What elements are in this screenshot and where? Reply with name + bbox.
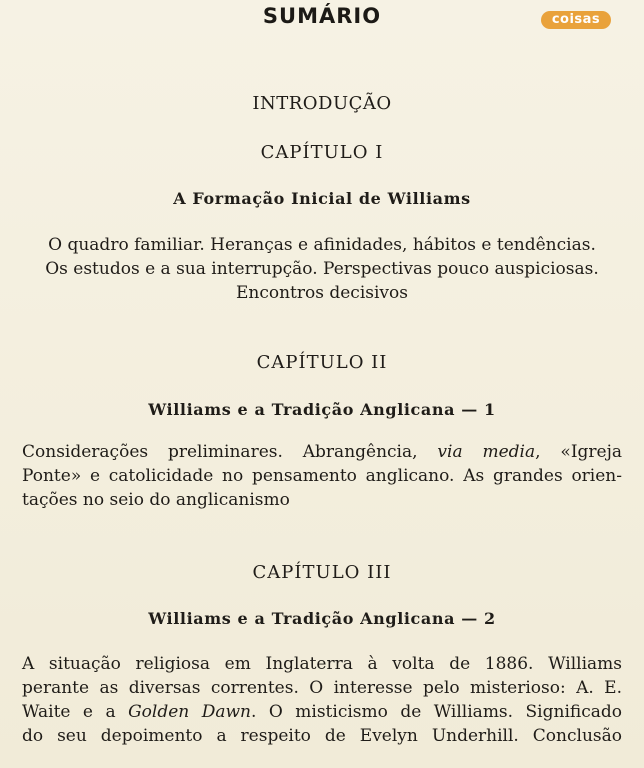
introduction-heading: INTRODUÇÃO — [252, 93, 392, 114]
chapter-2-summary — [22, 440, 622, 512]
chapter-1-summary-line: Encontros decisivos — [235, 283, 408, 303]
chapter-1-summary-line: Os estudos e a sua interrupção. Perspectivas pouco auspiciosas. — [45, 259, 599, 279]
page-title: SUMÁRIO — [262, 4, 382, 28]
chapter-3-summary-line: do seu depoimento a respeito de Evelyn Underhill. Conclusão — [22, 726, 622, 746]
chapter-1-title: A Formação Inicial de Williams — [173, 189, 471, 208]
chapter-2-summary-line: tações no seio do anglicanismo — [22, 490, 290, 510]
summary-italic-text: Golden Dawn — [128, 702, 251, 722]
watermark-badge: coisas — [541, 11, 611, 29]
chapter-1-summary — [22, 233, 622, 305]
chapter-1-heading: CAPÍTULO I — [260, 142, 384, 163]
chapter-3-heading: CAPÍTULO III — [252, 562, 392, 583]
chapter-2-heading: CAPÍTULO II — [256, 352, 388, 373]
chapter-1-summary-line: O quadro familiar. Heranças e afinidades, hábitos e tendências. — [48, 235, 596, 255]
summary-text: Waite e a — [22, 702, 129, 722]
chapter-3-summary-line: A situação religiosa em Inglaterra à volta de 1886. Williams — [22, 654, 622, 674]
summary-text: , «Igreja — [535, 442, 623, 462]
chapter-3-summary-line — [22, 700, 622, 724]
chapter-3-summary — [22, 652, 622, 748]
summary-italic-text: via media — [437, 442, 536, 462]
chapter-2-summary-line — [22, 440, 622, 464]
chapter-3-summary-line: perante as diversas correntes. O interesse pelo misterioso: A. E. — [22, 678, 622, 698]
chapter-2-summary-line: Ponte» e catolicidade no pensamento anglicano. As grandes orien- — [22, 466, 622, 486]
chapter-3-title: Williams e a Tradição Anglicana — 2 — [148, 609, 496, 628]
summary-text: Considerações preliminares. Abrangência, — [22, 442, 438, 462]
chapter-2-title: Williams e a Tradição Anglicana — 1 — [148, 400, 496, 419]
summary-text: . O misticismo de Williams. Significado — [250, 702, 622, 722]
